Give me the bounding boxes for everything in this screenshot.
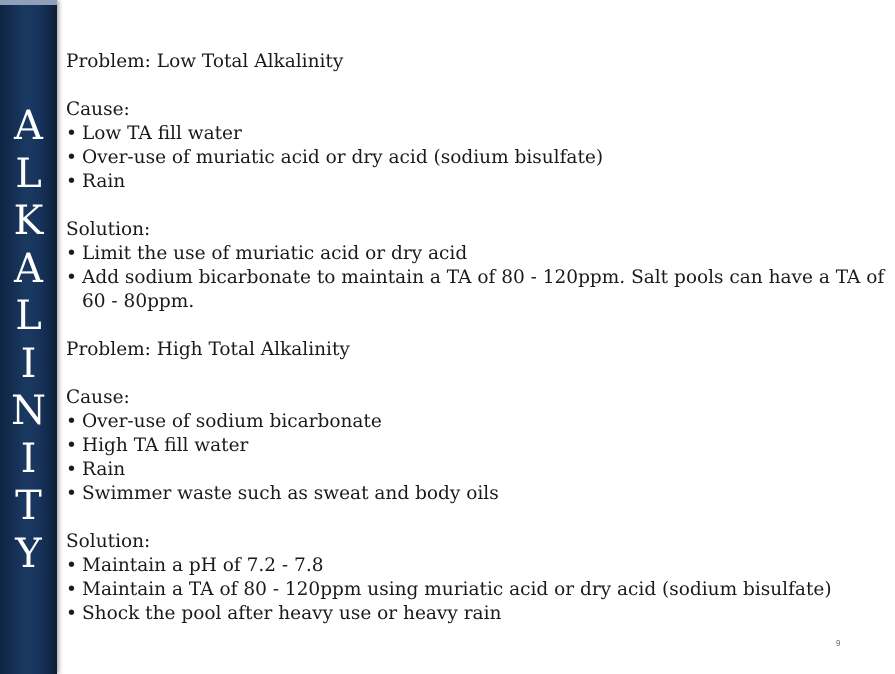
list-item: • Maintain a TA of 80 - 120ppm using muriatic acid or dry acid (sodium bisulfate) (66, 578, 888, 602)
title-letter: A (14, 103, 43, 149)
list-item: • Low TA fill water (66, 122, 888, 146)
title-letter: N (11, 388, 46, 434)
list-item: • Maintain a pH of 7.2 - 7.8 (66, 554, 888, 578)
list-item: • Swimmer waste such as sweat and body oils (66, 482, 888, 506)
problem-heading-low: Problem: Low Total Alkalinity (66, 51, 344, 72)
spacer (66, 194, 888, 218)
spacer (66, 362, 888, 386)
spacer (66, 74, 888, 98)
spacer (66, 314, 888, 338)
title-letter: I (20, 435, 37, 482)
list-item: • Over-use of sodium bicarbonate (66, 410, 888, 434)
solution-label: Solution: (66, 531, 151, 552)
title-letter: Y (15, 530, 42, 577)
vertical-title (0, 103, 57, 578)
page-number: 9 (836, 639, 841, 648)
slide-body (66, 50, 888, 626)
cause-label: Cause: (66, 387, 130, 408)
title-letter: K (13, 198, 44, 244)
list-item: • Rain (66, 170, 888, 194)
sidebar-top-edge (0, 0, 57, 5)
list-item: • Add sodium bicarbonate to maintain a TA of 80 - 120ppm. Salt pools can have a TA of 60 - 80ppm. (66, 266, 888, 314)
list-item: • Limit the use of muriatic acid or dry acid (66, 242, 888, 266)
solution-label: Solution: (66, 219, 151, 240)
title-letter: A (14, 245, 43, 292)
list-item: • Over-use of muriatic acid or dry acid (sodium bisulfate) (66, 146, 888, 170)
cause-label: Cause: (66, 99, 130, 120)
problem-heading-high: Problem: High Total Alkalinity (66, 339, 350, 360)
sidebar-banner (0, 0, 57, 674)
list-item: • Rain (66, 458, 888, 482)
spacer (66, 506, 888, 530)
title-letter: I (20, 340, 37, 387)
list-item: • High TA fill water (66, 434, 888, 458)
title-letter: T (15, 483, 42, 529)
title-letter: L (15, 293, 42, 339)
title-letter: L (15, 150, 42, 197)
list-item: • Shock the pool after heavy use or heavy rain (66, 602, 888, 626)
